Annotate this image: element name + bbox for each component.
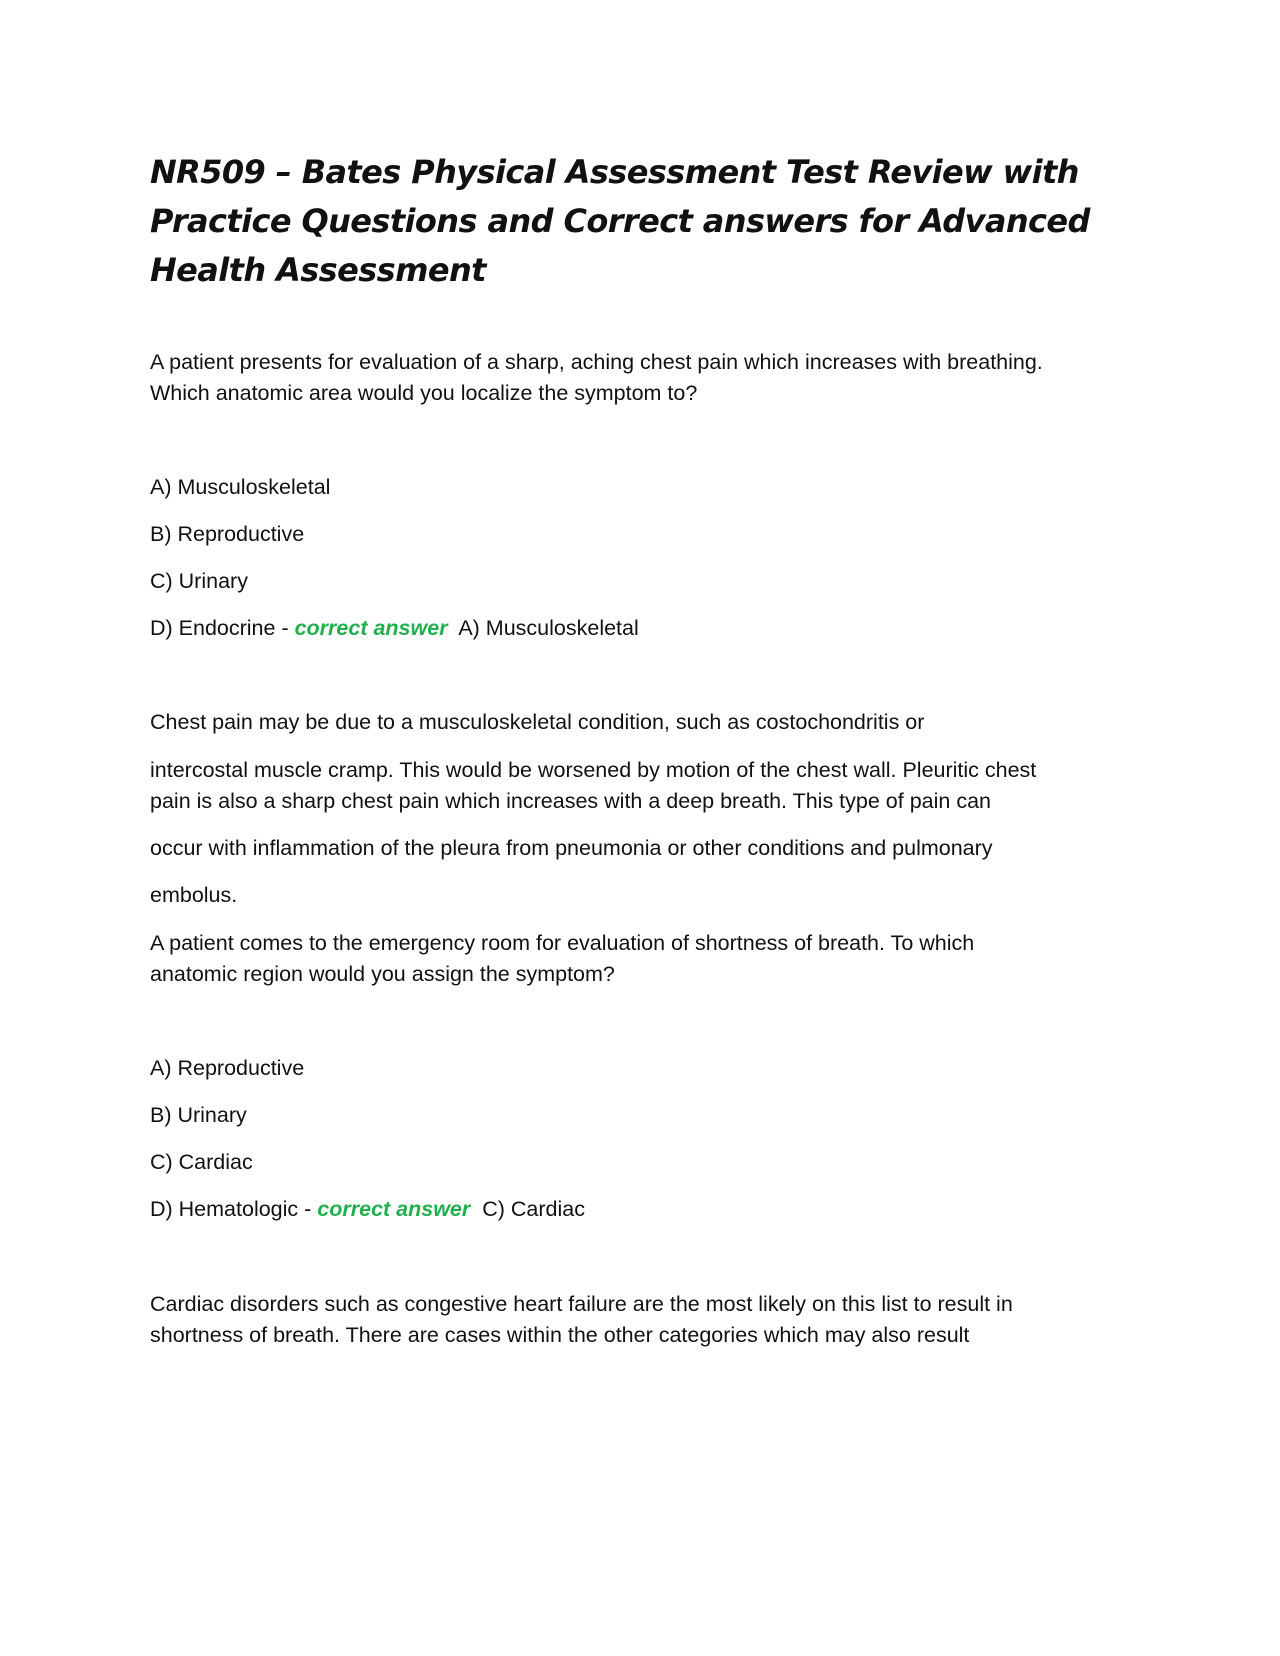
q2-option-d: D) Hematologic -	[150, 1197, 312, 1221]
q1-rationale-line-3: pain is also a sharp chest pain which increases with a deep breath. This type of pain can	[150, 789, 991, 813]
q1-option-d: D) Endocrine -	[150, 616, 289, 640]
q1-option-b: B) Reproductive	[150, 522, 305, 546]
q2-correct-answer-value: C) Cardiac	[482, 1197, 585, 1221]
q2-rationale-line-2: shortness of breath. There are cases within the other categories which may also result	[150, 1323, 970, 1347]
q1-correct-answer-label: correct answer	[294, 616, 448, 640]
q1-rationale-line-4: occur with inflammation of the pleura from pneumonia or other conditions and pulmonary	[150, 836, 993, 860]
q2-option-d-line	[150, 1193, 585, 1225]
document-title: NR509 – Bates Physical Assessment Test Review with Practice Questions and Correct answers for Advanced Health Assessment	[150, 153, 1090, 289]
q2-option-a: A) Reproductive	[150, 1056, 305, 1080]
q1-correct-answer-value: A) Musculoskeletal	[458, 616, 639, 640]
q2-stem-line-2: anatomic region would you assign the symptom?	[150, 962, 615, 986]
q2-correct-answer-label: correct answer	[317, 1197, 471, 1221]
q1-rationale-line-5: embolus.	[150, 883, 238, 907]
q2-rationale-line-1: Cardiac disorders such as congestive heart failure are the most likely on this list to result in	[150, 1292, 1013, 1316]
q2-option-b: B) Urinary	[150, 1103, 247, 1127]
q1-rationale-line-2: intercostal muscle cramp. This would be worsened by motion of the chest wall. Pleuritic chest	[150, 758, 1037, 782]
q2-option-c: C) Cardiac	[150, 1150, 253, 1174]
q1-option-d-line	[150, 612, 639, 644]
q1-option-a: A) Musculoskeletal	[150, 475, 331, 499]
q1-rationale-line-1: Chest pain may be due to a musculoskeletal condition, such as costochondritis or	[150, 710, 925, 734]
q1-option-c: C) Urinary	[150, 569, 248, 593]
q2-stem-line-1: A patient comes to the emergency room for evaluation of shortness of breath. To which	[150, 931, 975, 955]
q1-stem-line-2: Which anatomic area would you localize the symptom to?	[150, 381, 698, 405]
q1-stem-line-1: A patient presents for evaluation of a sharp, aching chest pain which increases with breathing.	[150, 350, 1043, 374]
